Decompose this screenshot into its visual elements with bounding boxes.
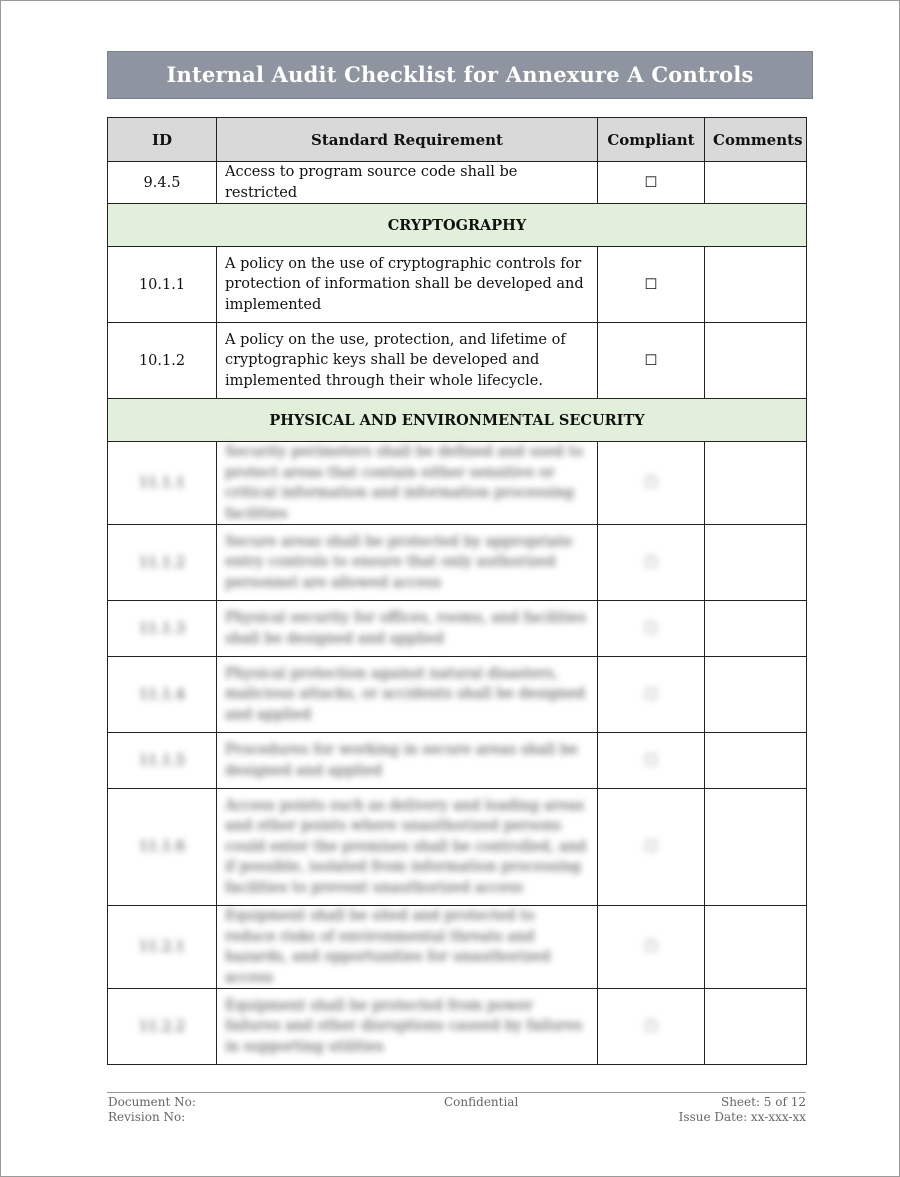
table-row: [108, 525, 807, 601]
audit-checklist-table: [107, 117, 807, 1065]
section-heading-row: [108, 204, 807, 247]
compliant-checkbox[interactable]: ☐: [598, 733, 705, 789]
table-row: [108, 323, 807, 399]
column-header-id: ID: [108, 118, 217, 162]
footer-classification: Confidential: [444, 1095, 519, 1109]
comments-cell[interactable]: [705, 733, 807, 789]
control-requirement: Physical security for offices, rooms, and facilities shall be designed and applied: [217, 601, 598, 657]
control-id: 11.1.4: [108, 657, 217, 733]
control-id: 10.1.1: [108, 247, 217, 323]
comments-cell[interactable]: [705, 525, 807, 601]
compliant-checkbox[interactable]: ☐: [598, 247, 705, 323]
control-requirement: A policy on the use of cryptographic controls for protection of information shall be developed and implemented: [217, 247, 598, 323]
column-header-requirement: Standard Requirement: [217, 118, 598, 162]
table-row: [108, 906, 807, 989]
compliant-checkbox[interactable]: ☐: [598, 162, 705, 204]
table-row: [108, 247, 807, 323]
compliant-checkbox[interactable]: ☐: [598, 789, 705, 906]
compliant-checkbox[interactable]: ☐: [598, 323, 705, 399]
comments-cell[interactable]: [705, 789, 807, 906]
footer-revision-no: Revision No:: [108, 1110, 186, 1124]
control-id: 11.1.6: [108, 789, 217, 906]
comments-cell[interactable]: [705, 657, 807, 733]
compliant-checkbox[interactable]: ☐: [598, 906, 705, 989]
section-heading-cryptography: CRYPTOGRAPHY: [108, 204, 807, 247]
table-row: [108, 442, 807, 525]
comments-cell[interactable]: [705, 601, 807, 657]
control-requirement: Procedures for working in secure areas shall be designed and applied: [217, 733, 598, 789]
table-row: [108, 657, 807, 733]
control-id: 11.1.5: [108, 733, 217, 789]
control-requirement: Equipment shall be sited and protected to reduce risks of environmental threats and hazards, and opportunities for unauthorized access: [217, 906, 598, 989]
control-requirement: A policy on the use, protection, and lifetime of cryptographic keys shall be developed and implemented through their whole lifecycle.: [217, 323, 598, 399]
control-id: 10.1.2: [108, 323, 217, 399]
table-header-row: [108, 118, 807, 162]
table-row: [108, 601, 807, 657]
footer-document-no: Document No:: [108, 1095, 196, 1109]
table-row: [108, 733, 807, 789]
footer-issue-date: Issue Date: xx-xxx-xx: [678, 1110, 806, 1124]
control-requirement: Security perimeters shall be defined and used to protect areas that contain either sensitive or critical information and information processing facilities: [217, 442, 598, 525]
comments-cell[interactable]: [705, 162, 807, 204]
comments-cell[interactable]: [705, 247, 807, 323]
control-id: 11.2.2: [108, 989, 217, 1065]
control-requirement: Equipment shall be protected from power failures and other disruptions caused by failures in supporting utilities: [217, 989, 598, 1065]
comments-cell[interactable]: [705, 442, 807, 525]
column-header-compliant: Compliant: [598, 118, 705, 162]
comments-cell[interactable]: [705, 989, 807, 1065]
compliant-checkbox[interactable]: ☐: [598, 989, 705, 1065]
control-requirement: Access to program source code shall be restricted: [217, 162, 598, 204]
table-row: [108, 789, 807, 906]
control-id: 9.4.5: [108, 162, 217, 204]
section-heading-row: [108, 399, 807, 442]
column-header-comments: Comments: [705, 118, 807, 162]
compliant-checkbox[interactable]: ☐: [598, 525, 705, 601]
document-title: Internal Audit Checklist for Annexure A Controls: [107, 51, 813, 99]
compliant-checkbox[interactable]: ☐: [598, 657, 705, 733]
section-heading-physical-environmental: PHYSICAL AND ENVIRONMENTAL SECURITY: [108, 399, 807, 442]
control-id: 11.1.3: [108, 601, 217, 657]
control-requirement: Access points such as delivery and loading areas and other points where unauthorized persons could enter the premises shall be controlled, and if possible, isolated from information processing facilities to prevent unauthorized access: [217, 789, 598, 906]
control-id: 11.1.2: [108, 525, 217, 601]
control-id: 11.2.1: [108, 906, 217, 989]
control-requirement: Physical protection against natural disasters, malicious attacks, or accidents shall be designed and applied: [217, 657, 598, 733]
control-id: 11.1.1: [108, 442, 217, 525]
table-row: [108, 989, 807, 1065]
footer-sheet-number: Sheet: 5 of 12: [720, 1095, 806, 1109]
comments-cell[interactable]: [705, 323, 807, 399]
control-requirement: Secure areas shall be protected by appropriate entry controls to ensure that only authorized personnel are allowed access: [217, 525, 598, 601]
compliant-checkbox[interactable]: ☐: [598, 601, 705, 657]
compliant-checkbox[interactable]: ☐: [598, 442, 705, 525]
table-row: [108, 162, 807, 204]
page-footer: [107, 1092, 806, 1124]
comments-cell[interactable]: [705, 906, 807, 989]
